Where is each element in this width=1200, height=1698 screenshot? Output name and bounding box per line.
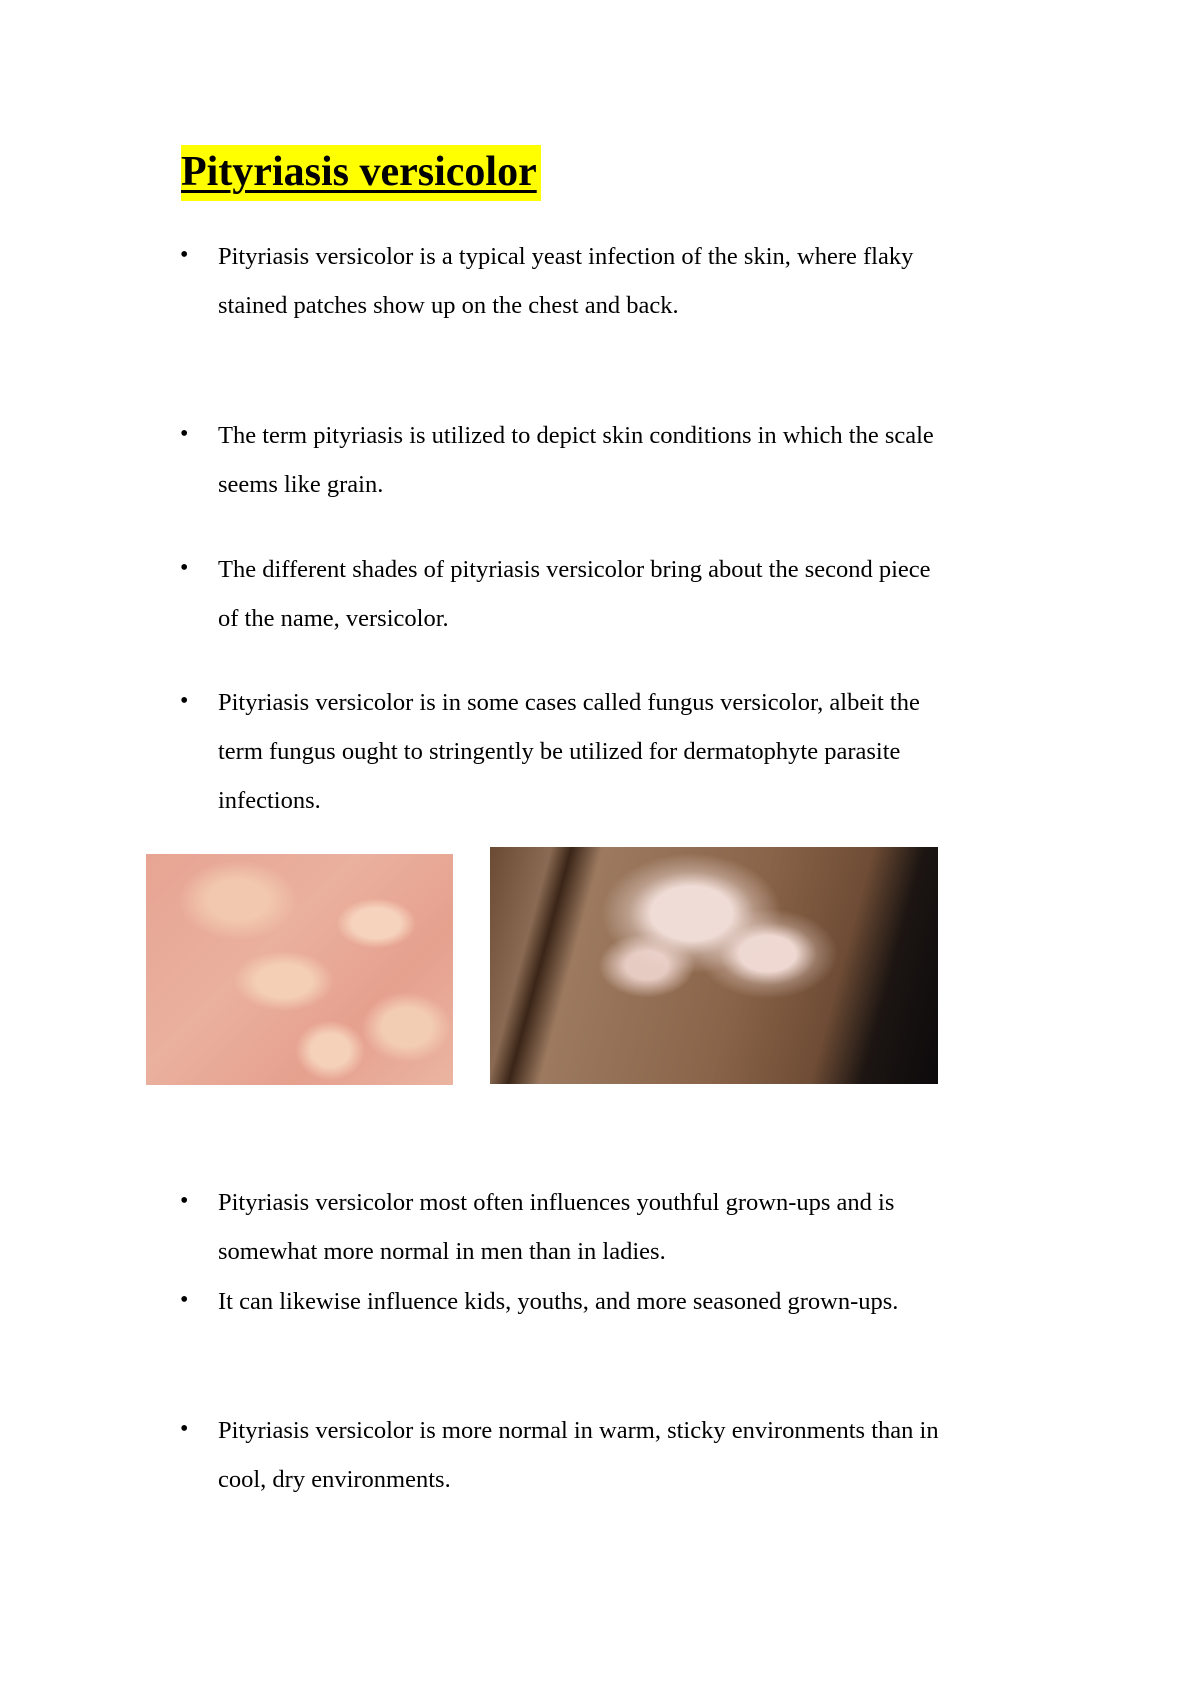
bullet-icon: • <box>180 688 189 714</box>
bullet-icon: • <box>180 555 189 581</box>
bullet-icon: • <box>180 1188 189 1214</box>
bullet-icon: • <box>180 421 189 447</box>
list-item-line: Pityriasis versicolor most often influences youthful grown-ups and is <box>218 1189 895 1216</box>
skin-photo-patches <box>490 847 938 1084</box>
list-item-line: Pityriasis versicolor is more normal in warm, sticky environments than in <box>218 1417 939 1444</box>
bullet-icon: • <box>180 1416 189 1442</box>
list-item-line: cool, dry environments. <box>218 1466 451 1493</box>
list-item-line: stained patches show up on the chest and back. <box>218 292 679 319</box>
skin-photo-chest <box>146 854 453 1085</box>
list-item-line: of the name, versicolor. <box>218 605 449 632</box>
list-item-line: It can likewise influence kids, youths, and more seasoned grown-ups. <box>218 1288 899 1315</box>
bullet-icon: • <box>180 1287 189 1313</box>
page-title: Pityriasis versicolor <box>181 145 541 201</box>
list-item-line: Pityriasis versicolor is a typical yeast infection of the skin, where flaky <box>218 243 914 270</box>
list-item-line: term fungus ought to stringently be utilized for dermatophyte parasite <box>218 738 901 765</box>
list-item-line: The term pityriasis is utilized to depict skin conditions in which the scale <box>218 422 934 449</box>
list-item-line: seems like grain. <box>218 471 384 498</box>
list-item-line: infections. <box>218 787 321 814</box>
list-item-line: somewhat more normal in men than in ladies. <box>218 1238 666 1265</box>
list-item-line: Pityriasis versicolor is in some cases called fungus versicolor, albeit the <box>218 689 920 716</box>
bullet-icon: • <box>180 242 189 268</box>
list-item-line: The different shades of pityriasis versicolor bring about the second piece <box>218 556 931 583</box>
